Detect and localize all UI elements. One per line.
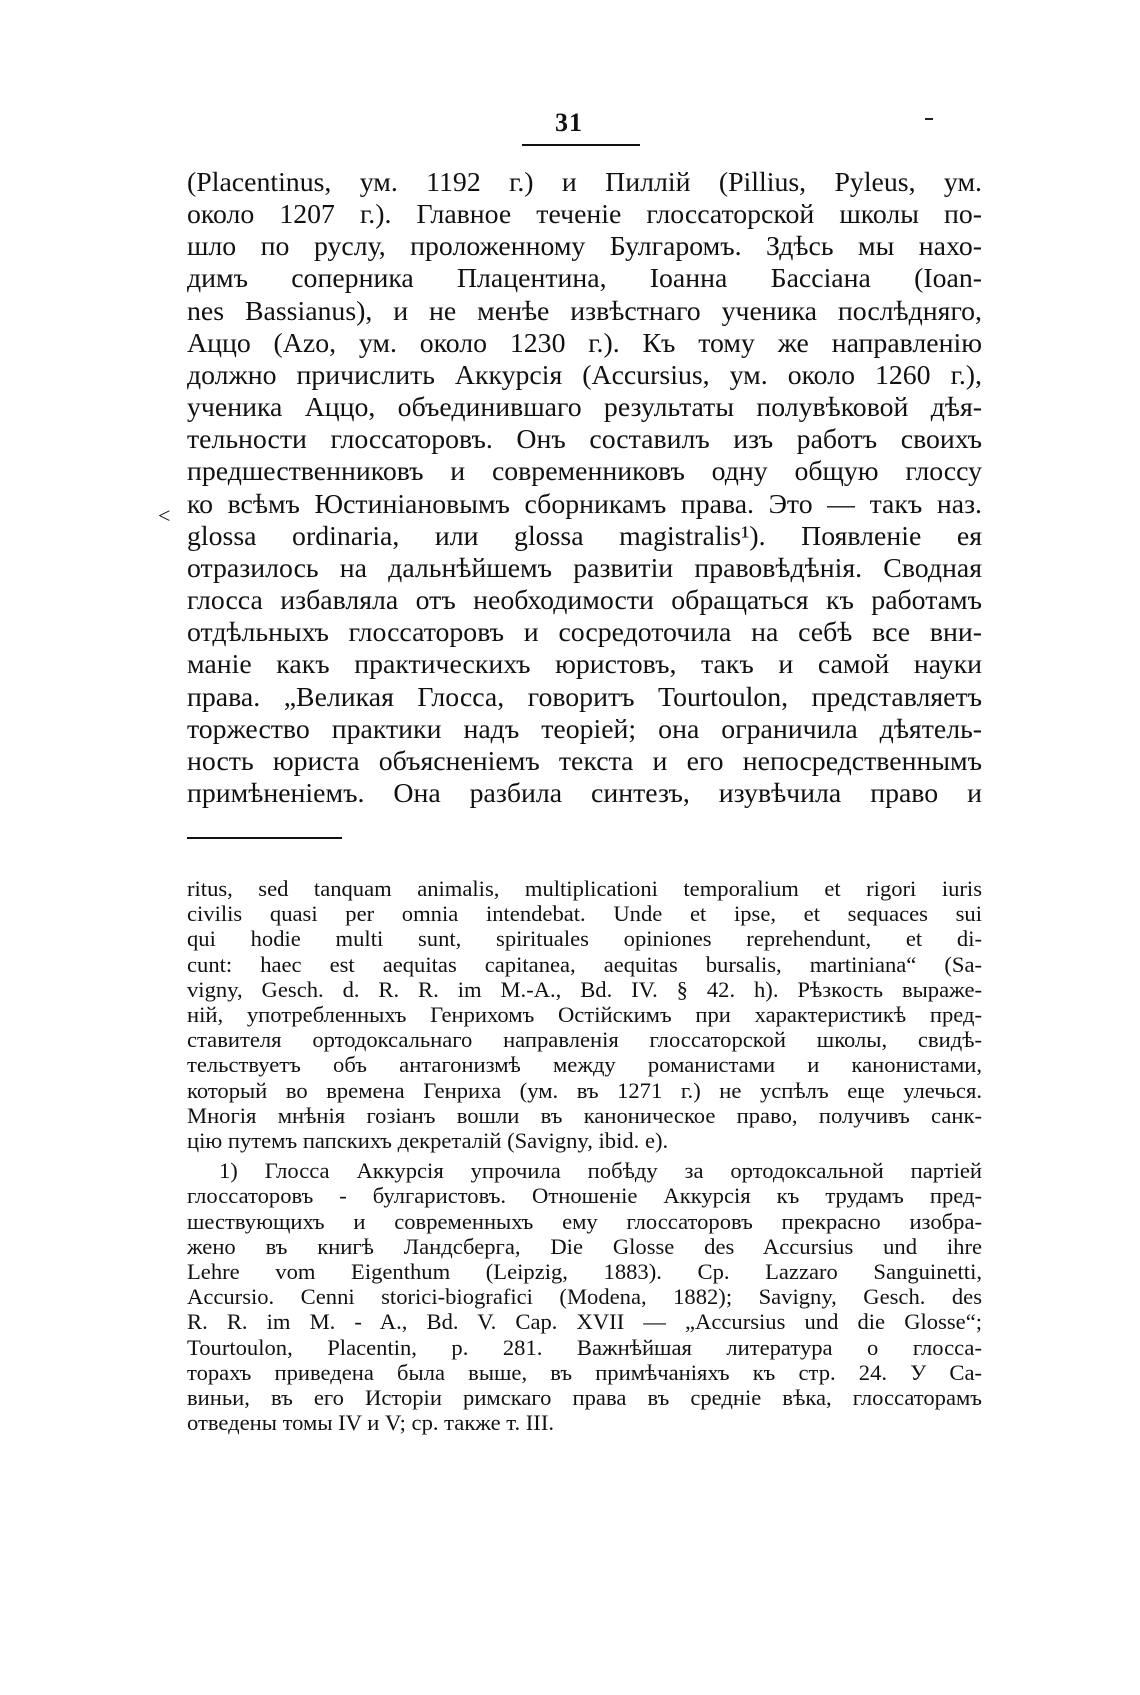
footnote-line: qui hodie multi sunt, spirituales opiniones reprehendunt, et di- <box>187 926 982 952</box>
main-text-line: предшественниковъ и современниковъ одну общую глоссу <box>187 456 982 488</box>
margin-mark: < <box>158 503 171 528</box>
footnote-line: Accursio. Cenni storici-biografici (Modena, 1882); Savigny, Gesch. des <box>187 1284 982 1310</box>
main-text-line: около 1207 г.). Главное теченіе глоссаторской школы по- <box>187 199 982 231</box>
footnote-line: vigny, Gesch. d. R. R. im M.-A., Bd. IV. § 42. h). Рѣзкость выраже- <box>187 976 982 1002</box>
footnote-line: R. R. im M. - A., Bd. V. Cap. XVII — „Accursius und die Glosse“; <box>187 1309 982 1335</box>
main-text-line: торжество практики надъ теоріей; она ограничила дѣятель- <box>187 713 982 745</box>
footnote-line: который во времена Генриха (ум. въ 1271 г.) не успѣлъ еще улечься. <box>187 1077 982 1103</box>
footnote-line: глоссаторовъ - булгаристовъ. Отношеніе Аккурсія къ трудамъ пред- <box>187 1183 982 1209</box>
main-text-line: шло по руслу, проложенному Булгаромъ. Здѣсь мы нахо- <box>187 231 982 263</box>
main-text-line: маніе какъ практическихъ юристовъ, такъ и самой науки <box>187 649 982 681</box>
footnote-line: тельствуетъ объ антагонизмѣ между романистами и канонистами, <box>187 1052 982 1078</box>
footnote-line: 1) Глосса Аккурсія упрочила побѣду за ортодоксальной партіей <box>219 1158 982 1184</box>
main-text-line: права. „Великая Глосса, говоритъ Tourtoulon, представляетъ <box>187 681 982 713</box>
footnote-line: Lehre vom Eigenthum (Leipzig, 1883). Cp. Lazzaro Sanguinetti, <box>187 1259 982 1285</box>
footnote-line: отведены томы IV и V; ср. также т. III. <box>187 1410 554 1436</box>
footnote-separator <box>187 837 342 839</box>
main-text-line: ученика Аццо, объединившаго результаты полувѣковой дѣя- <box>187 392 982 424</box>
footnote-line: ній, употребленныхъ Генрихомъ Остійскимъ при характеристикѣ пред- <box>187 1002 982 1028</box>
footnote-line: Многія мнѣнія гозіанъ вошли въ каноническое право, получивъ санк- <box>187 1102 982 1128</box>
main-text-line: Аццо (Azo, ум. около 1230 г.). Къ тому же направленію <box>187 327 982 359</box>
main-text <box>187 167 982 810</box>
footnote-line: cunt: haec est aequitas capitanea, aequitas bursalis, martiniana“ (Sa- <box>187 951 982 977</box>
corner-mark <box>925 118 933 120</box>
main-text-line: должно причислить Аккурсія (Accursius, ум. около 1260 г.), <box>187 359 982 391</box>
footnote-line: Tourtoulon, Placentin, p. 281. Важнѣйшая литература о глосса- <box>187 1334 982 1360</box>
main-text-line: ко всѣмъ Юстиніановымъ сборникамъ права. Это — такъ наз. <box>187 488 982 520</box>
main-text-line: тельности глоссаторовъ. Онъ составилъ изъ работъ своихъ <box>187 424 982 456</box>
footnote-line: виньи, въ его Исторіи римскаго права въ средніе вѣка, глоссаторамъ <box>187 1385 982 1411</box>
main-text-line: (Placentinus, ум. 1192 г.) и Пиллій (Pillius, Pyleus, ум. <box>187 167 982 198</box>
footnote-line: цію путемъ папскихъ декреталій (Savigny, ibid. e). <box>187 1128 669 1154</box>
footnote-line: ritus, sed tanquam animalis, multiplicationi temporalium et rigori iuris <box>187 876 982 901</box>
main-text-line: глосса избавляла отъ необходимости обращаться къ работамъ <box>187 585 982 617</box>
main-text-line: glossa ordinaria, или glossa magistralis¹). Появленіе ея <box>187 520 982 552</box>
main-text-line: димъ соперника Плацентина, Іоанна Бассіана (Ioan- <box>187 263 982 295</box>
footnote-line: civilis quasi per omnia intendebat. Unde et ipse, et sequaces sui <box>187 901 982 927</box>
footnote-line: ставителя ортодоксальнаго направленія глоссаторской школы, свидѣ- <box>187 1027 982 1053</box>
main-text-line: примѣненіемъ. Она разбила синтезъ, изувѣчила право и <box>187 777 982 809</box>
main-text-line: ность юриста объясненіемъ текста и его непосредственнымъ <box>187 745 982 777</box>
main-text-line: nes Bassianus), и не менѣе извѣстнаго ученика послѣдняго, <box>187 295 982 327</box>
footnote-1 <box>187 1158 982 1435</box>
footnote-continuation <box>187 876 982 1153</box>
main-text-line: отразилось на дальнѣйшемъ развитіи правовѣдѣнія. Сводная <box>187 552 982 584</box>
footnote-line: шествующихъ и современныхъ ему глоссаторовъ прекрасно изобра- <box>187 1208 982 1234</box>
page-number: 31 <box>555 108 583 137</box>
main-text-line: отдѣльныхъ глоссаторовъ и сосредоточила на себѣ все вни- <box>187 617 982 649</box>
footnotes <box>187 876 982 1435</box>
footnote-line: жено въ книгѣ Ландсберга, Die Glosse des Accursius und ihre <box>187 1233 982 1259</box>
page-number-rule <box>522 144 640 146</box>
footnote-line: торахъ приведена была выше, въ примѣчаніяхъ къ стр. 24. У Са- <box>187 1359 982 1385</box>
